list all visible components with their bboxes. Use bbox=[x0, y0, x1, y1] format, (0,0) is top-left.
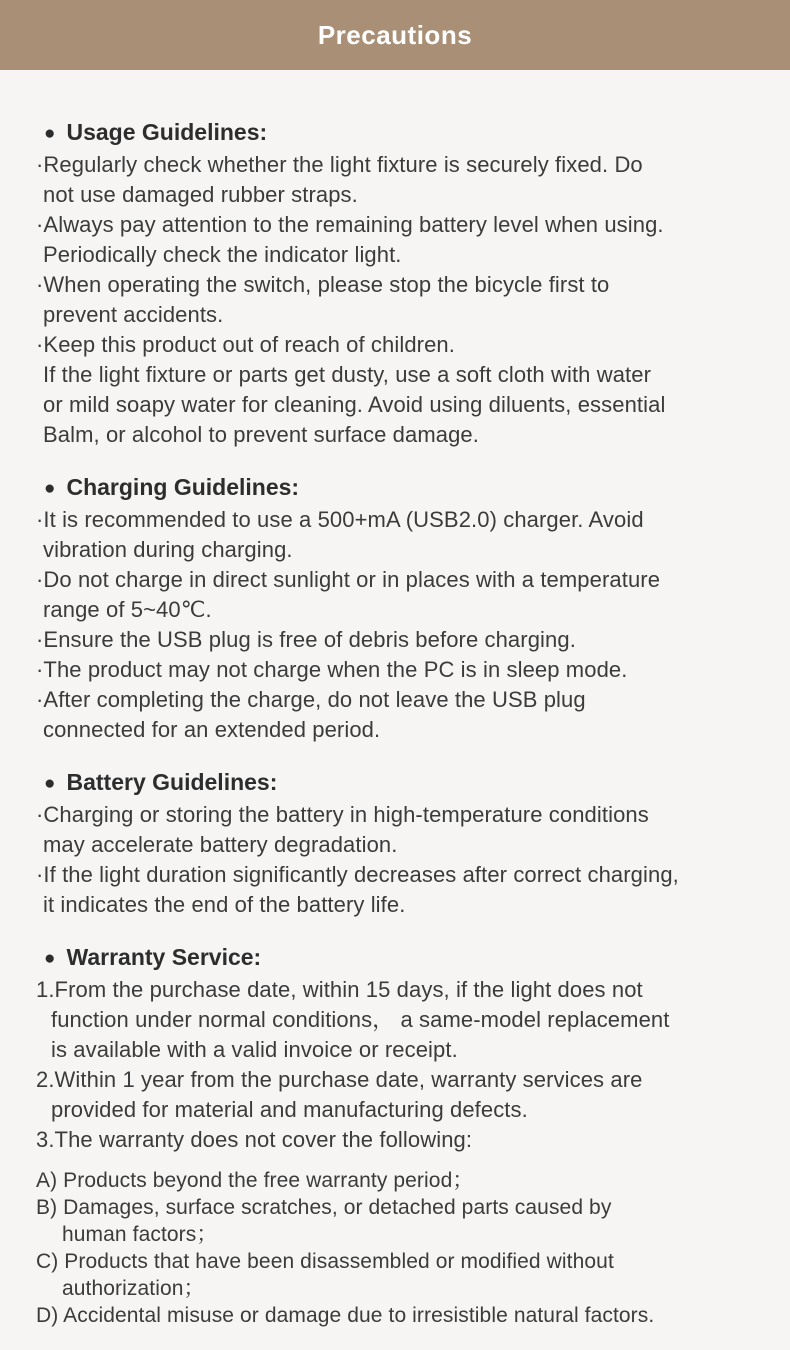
guideline-line: prevent accidents. bbox=[43, 302, 224, 327]
guideline-line: function under normal conditions， a same-model replacement bbox=[51, 1007, 670, 1032]
guideline-line: not use damaged rubber straps. bbox=[43, 182, 358, 207]
section-heading bbox=[36, 117, 760, 150]
guideline-line: authorization； bbox=[62, 1277, 205, 1300]
guideline-line: ·After completing the charge, do not leave the USB plug bbox=[36, 687, 586, 712]
guideline-line: 2.Within 1 year from the purchase date, warranty services are bbox=[36, 1067, 643, 1092]
guideline-line: A) Products beyond the free warranty period； bbox=[36, 1169, 474, 1192]
guideline-line: ·Keep this product out of reach of children. bbox=[36, 332, 455, 357]
guideline-line: Periodically check the indicator light. bbox=[43, 242, 402, 267]
guideline-line: vibration during charging. bbox=[43, 537, 293, 562]
section-charging-guidelines bbox=[36, 472, 760, 745]
section-heading bbox=[36, 942, 760, 975]
page-title: Precautions bbox=[317, 19, 473, 50]
guideline-line: C) Products that have been disassembled or modified without bbox=[36, 1250, 614, 1273]
guideline-line: ·When operating the switch, please stop the bicycle first to bbox=[36, 272, 610, 297]
guideline-line: it indicates the end of the battery life. bbox=[43, 892, 406, 917]
guideline-line: ·Always pay attention to the remaining battery level when using. bbox=[36, 212, 664, 237]
section-battery-guidelines bbox=[36, 767, 760, 920]
bullet-icon: ● bbox=[44, 123, 56, 144]
section-heading bbox=[36, 767, 760, 800]
guideline-line: is available with a valid invoice or receipt. bbox=[51, 1037, 458, 1062]
guideline-line: B) Damages, surface scratches, or detached parts caused by bbox=[36, 1196, 612, 1219]
section-heading-label: Battery Guidelines: bbox=[66, 769, 278, 795]
section-heading bbox=[36, 472, 760, 505]
bullet-icon: ● bbox=[44, 948, 56, 969]
section-heading-label: Warranty Service: bbox=[66, 944, 262, 970]
guideline-line: 3.The warranty does not cover the following: bbox=[36, 1127, 473, 1152]
section-usage-guidelines bbox=[36, 117, 760, 450]
sections bbox=[36, 117, 760, 1329]
guideline-line: human factors； bbox=[62, 1223, 218, 1246]
guideline-line: ·Charging or storing the battery in high-temperature conditions bbox=[36, 802, 649, 827]
banner bbox=[0, 0, 790, 70]
section-heading-label: Usage Guidelines: bbox=[66, 119, 268, 145]
guideline-line: If the light fixture or parts get dusty, use a soft cloth with water bbox=[43, 362, 652, 387]
guideline-line: D) Accidental misuse or damage due to irresistible natural factors. bbox=[36, 1304, 655, 1327]
guideline-line: provided for material and manufacturing defects. bbox=[51, 1097, 528, 1122]
section-heading-label: Charging Guidelines: bbox=[66, 474, 300, 500]
section-warranty-service bbox=[36, 942, 760, 1329]
guideline-line: Balm, or alcohol to prevent surface damage. bbox=[43, 422, 479, 447]
guideline-line: ·If the light duration significantly decreases after correct charging, bbox=[36, 862, 679, 887]
guideline-line: 1.From the purchase date, within 15 days, if the light does not bbox=[36, 977, 643, 1002]
guideline-line: ·It is recommended to use a 500+mA (USB2.0) charger. Avoid bbox=[36, 507, 644, 532]
guideline-line: ·Do not charge in direct sunlight or in places with a temperature bbox=[36, 567, 661, 592]
guideline-line: ·Regularly check whether the light fixture is securely fixed. Do bbox=[36, 152, 643, 177]
guideline-line: or mild soapy water for cleaning. Avoid using diluents, essential bbox=[43, 392, 666, 417]
content bbox=[0, 70, 790, 1329]
guideline-line: ·The product may not charge when the PC is in sleep mode. bbox=[36, 657, 628, 682]
guideline-line: connected for an extended period. bbox=[43, 717, 381, 742]
bullet-icon: ● bbox=[44, 773, 56, 794]
bullet-icon: ● bbox=[44, 478, 56, 499]
guideline-line: range of 5~40℃. bbox=[43, 597, 212, 622]
guideline-line: ·Ensure the USB plug is free of debris before charging. bbox=[36, 627, 576, 652]
guideline-line: may accelerate battery degradation. bbox=[43, 832, 398, 857]
warranty-exclusions-list bbox=[36, 1167, 760, 1329]
